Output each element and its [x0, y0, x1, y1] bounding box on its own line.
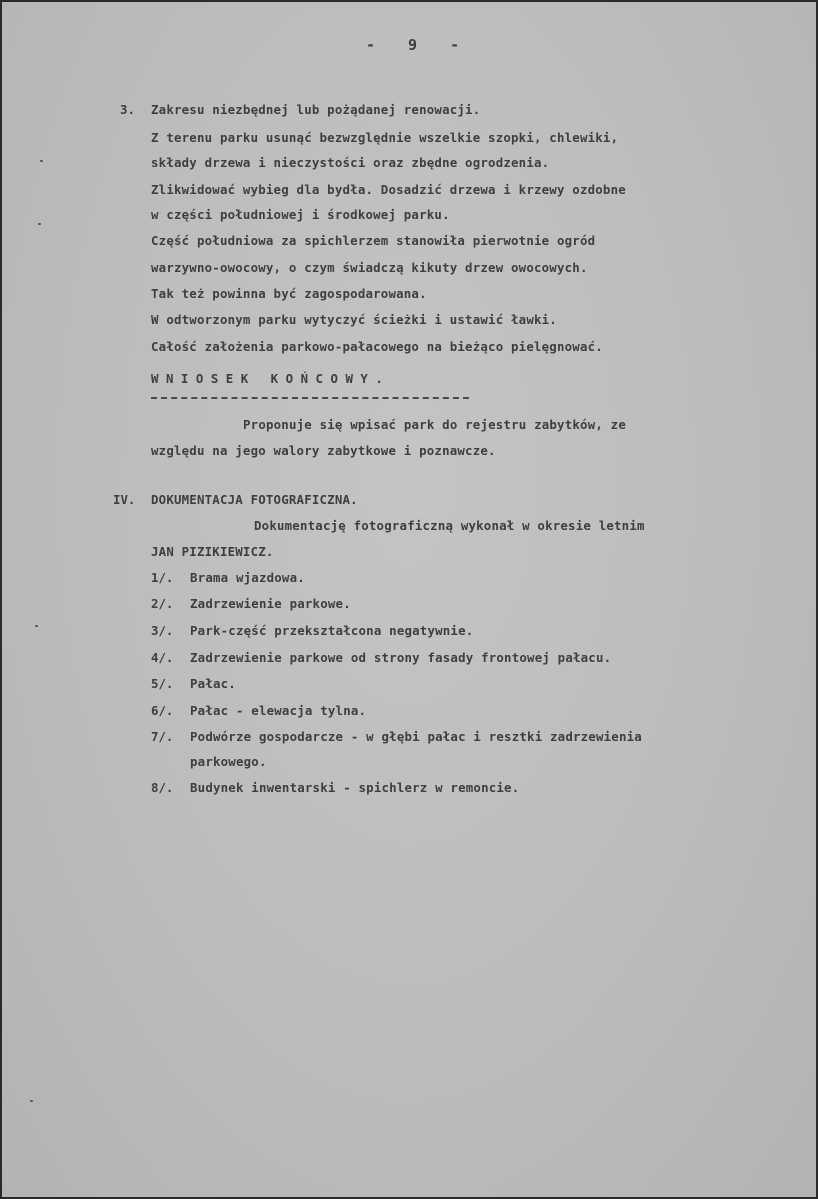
section-3-line: Całość założenia parkowo-pałacowego na bieżąco pielęgnować. — [151, 339, 603, 354]
section-3-label: 3. — [120, 102, 135, 117]
list-item-number: 1/. — [151, 570, 174, 585]
list-item-continuation: parkowego. — [190, 754, 267, 769]
list-item: Park-część przekształcona negatywnie. — [190, 623, 474, 638]
list-item: Zadrzewienie parkowe. — [190, 596, 351, 611]
section-iv-heading: DOKUMENTACJA FOTOGRAFICZNA. — [151, 492, 358, 507]
section-3-line: Tak też powinna być zagospodarowana. — [151, 286, 427, 301]
section-3-line: warzywno-owocowy, o czym świadczą kikuty drzew owocowych. — [151, 260, 588, 275]
list-item: Podwórze gospodarcze - w głębi pałac i resztki zadrzewienia — [190, 729, 642, 744]
scan-speck — [38, 223, 41, 225]
conclusion-line: Proponuje się wpisać park do rejestru zabytków, ze — [243, 417, 626, 432]
section-iv-intro: Dokumentację fotograficzną wykonał w okresie letnim — [254, 518, 645, 533]
scan-speck — [40, 160, 43, 162]
conclusion-heading: WNIOSEK KOŃCOWY. — [151, 371, 391, 386]
list-item: Brama wjazdowa. — [190, 570, 305, 585]
conclusion-line: względu na jego walory zabytkowe i poznawcze. — [151, 443, 496, 458]
list-item-number: 3/. — [151, 623, 174, 638]
section-3-line: Część południowa za spichlerzem stanowiła pierwotnie ogród — [151, 233, 596, 248]
section-3-line: Zlikwidować wybieg dla bydła. Dosadzić drzewa i krzewy ozdobne — [151, 182, 626, 197]
list-item-number: 6/. — [151, 703, 174, 718]
list-item: Zadrzewienie parkowe od strony fasady frontowej pałacu. — [190, 650, 612, 665]
list-item-number: 5/. — [151, 676, 174, 691]
section-iv-label: IV. — [113, 492, 136, 507]
scan-speck — [30, 1100, 33, 1102]
list-item-number: 8/. — [151, 780, 174, 795]
scan-speck — [35, 625, 38, 627]
list-item-number: 2/. — [151, 596, 174, 611]
section-3-line: składy drzewa i nieczystości oraz zbędne ogrodzenia. — [151, 155, 550, 170]
heading-underline — [151, 397, 469, 399]
section-3-line: Z terenu parku usunąć bezwzględnie wszelkie szopki, chlewiki, — [151, 130, 619, 145]
list-item: Pałac - elewacja tylna. — [190, 703, 367, 718]
photographer-name: JAN PIZIKIEWICZ. — [151, 544, 274, 559]
list-item: Budynek inwentarski - spichlerz w remoncie. — [190, 780, 520, 795]
page-number: - 9 - — [366, 36, 461, 54]
list-item-number: 4/. — [151, 650, 174, 665]
list-item: Pałac. — [190, 676, 236, 691]
section-3-line: Zakresu niezbędnej lub pożądanej renowacji. — [151, 102, 481, 117]
list-item-number: 7/. — [151, 729, 174, 744]
section-3-line: W odtworzonym parku wytyczyć ścieżki i ustawić ławki. — [151, 312, 557, 327]
section-3-line: w części południowej i środkowej parku. — [151, 207, 450, 222]
